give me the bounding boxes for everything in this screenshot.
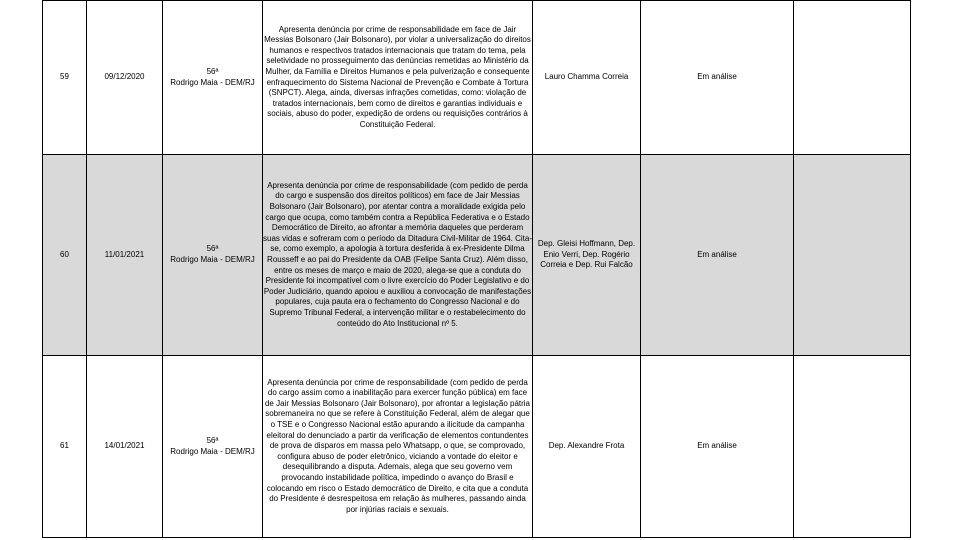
legislature: 56ª: [206, 66, 219, 76]
request-description: Apresenta denúncia por crime de responsabilidade (com pedido de perda do cargo assim como a inabilitação para exercer função pública) em face de Jair Messias Bolsonaro (Jair Bolsonaro), por afrontar a legislação pátria sobremaneira no que se refere à Constituição Federal, além de alegar que o TSE e o Congresso Nacional estão apurando a ilicitude da campanha eleitoral do denunciado a partir da verificação de elementos contundentes de prova de disparos em massa pelo Whatsapp, o que, se comprovado, configura abuso de poder eletrônico, viciando a vontade do eleitor e desequilibrando a disputa. Ademais, alega que seu governo vem provocando instabilidade política, impedindo o avanço do Brasil e colocando em risco o Estado democrático de Direito, e cita que a conduta do Presidente é desrespeitosa em relação às mulheres, passando ainda por injúrias raciais e sexuais.: [263, 356, 533, 538]
chamber-president: Rodrigo Maia - DEM/RJ: [170, 255, 255, 264]
request-authors: Dep. Alexandre Frota: [533, 356, 641, 538]
extra-cell: [794, 1, 911, 155]
request-number: 60: [43, 155, 87, 356]
request-description: Apresenta denúncia por crime de responsabilidade (com pedido de perda do cargo e suspensão dos direitos políticos) em face de Jair Messias Bolsonaro (Jair Bolsonaro), por atentar contra a moralidade exigida pelo cargo que ocupa, como também contra a República Federativa e o Estado Democrático de Direito, ao afrontar a memória daqueles que perderam suas vidas e sofreram com o período da Ditadura Civil-Militar de 1964. Cita-se, como exemplo, a apologia à tortura desferida à ex-Presidente Dilma Rousseff e ao pai do Presidente da OAB (Felipe Santa Cruz). Além disso, entre os meses de março e maio de 2020, alega-se que a conduta do Presidente foi incompatível com o livre exercício do Poder Legislativo e do Poder Judiciário, quando apoiou e auxiliou a convocação de manifestações populares, cuja pauta era o fechamento do Congresso Nacional e do Supremo Tribunal Federal, a intervenção militar e o restabelecimento do conteúdo do Ato Institucional nº 5.: [263, 155, 533, 356]
table-row: [43, 155, 911, 356]
extra-cell: [794, 155, 911, 356]
chamber-president-cell: [163, 1, 263, 155]
table-row: [43, 1, 911, 155]
request-status: Em análise: [641, 155, 794, 356]
request-status: Em análise: [641, 356, 794, 538]
submission-date: 11/01/2021: [87, 155, 163, 356]
request-status: Em análise: [641, 1, 794, 155]
chamber-president-cell: [163, 356, 263, 538]
chamber-president: Rodrigo Maia - DEM/RJ: [170, 77, 255, 87]
extra-cell: [794, 356, 911, 538]
request-number: 61: [43, 356, 87, 538]
submission-date: 09/12/2020: [87, 1, 163, 155]
request-authors: Dep. Gleisi Hoffmann, Dep. Enio Verri, Dep. Rogério Correia e Dep. Rui Falcão: [533, 155, 641, 356]
request-number: 59: [43, 1, 87, 155]
submission-date: 14/01/2021: [87, 356, 163, 538]
chamber-president: Rodrigo Maia - DEM/RJ: [170, 446, 255, 456]
chamber-president-cell: [163, 155, 263, 356]
impeachment-requests-table: [42, 0, 911, 538]
request-description: Apresenta denúncia por crime de responsabilidade em face de Jair Messias Bolsonaro (Jair Bolsonaro), por violar a universalização do direitos humanos e respectivos tratados internacionais que tratam do tema, pela seletividade no prosseguimento das denúncias remetidas ao Ministério da Mulher, da Família e Direitos Humanos e pela pulverização e consequente enfraquecimento do Sistema Nacional de Prevenção e Combate à Tortura (SNPCT). Alega, ainda, diversas infrações cometidas, como: violação de tratados internacionais, bem como de direitos e garantias individuais e sociais, abuso do poder, expedição de ordens ou requisições contrários à Constituição Federal.: [263, 1, 533, 155]
request-authors: Lauro Chamma Correia: [533, 1, 641, 155]
legislature: 56ª: [206, 244, 219, 254]
table-row: [43, 356, 911, 538]
legislature: 56ª: [206, 435, 219, 445]
